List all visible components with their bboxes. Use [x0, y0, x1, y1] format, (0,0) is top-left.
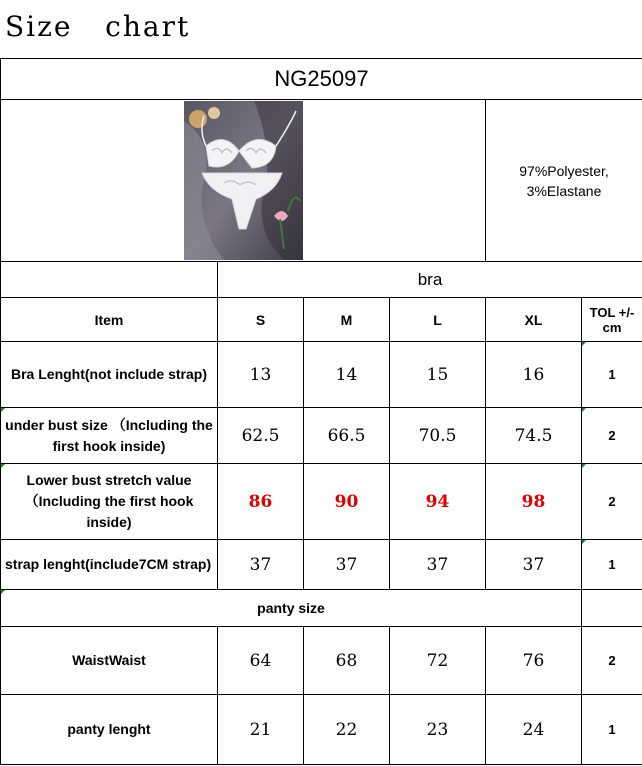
value-cell: 23: [390, 695, 486, 765]
value-cell: 37: [218, 540, 304, 590]
value-cell-emphasis: 90: [304, 464, 390, 540]
empty-cell: [582, 590, 642, 627]
value-cell: 37: [304, 540, 390, 590]
lingerie-photo: [184, 101, 303, 260]
tolerance-cell: 2: [582, 408, 642, 464]
row-label-waist: WaistWaist: [1, 627, 218, 695]
row-label-panty-length: panty lenght: [1, 695, 218, 765]
value-cell: 16: [486, 342, 582, 408]
value-cell: 72: [390, 627, 486, 695]
size-header-s: S: [218, 298, 304, 342]
tolerance-cell: 1: [582, 540, 642, 590]
value-cell: 14: [304, 342, 390, 408]
value-cell: 15: [390, 342, 486, 408]
value-cell: 37: [486, 540, 582, 590]
value-cell: 62.5: [218, 408, 304, 464]
value-cell: 37: [390, 540, 486, 590]
tolerance-cell: 1: [582, 342, 642, 408]
value-cell: 13: [218, 342, 304, 408]
item-column-header: Item: [1, 298, 218, 342]
row-label-under-bust: under bust size （Including the first hook inside): [1, 408, 218, 464]
value-cell: 76: [486, 627, 582, 695]
tolerance-cell: 1: [582, 695, 642, 765]
size-chart-table: [0, 58, 642, 765]
material-line: 97%Polyester,: [519, 162, 609, 179]
model-number: NG25097: [1, 59, 642, 100]
value-cell: 64: [218, 627, 304, 695]
page-title: Size chart: [5, 10, 191, 43]
value-cell: 70.5: [390, 408, 486, 464]
size-header-xl: XL: [486, 298, 582, 342]
panty-section-header: panty size: [1, 590, 582, 627]
value-cell: 22: [304, 695, 390, 765]
tolerance-cell: 2: [582, 627, 642, 695]
value-cell: 24: [486, 695, 582, 765]
value-cell: 74.5: [486, 408, 582, 464]
value-cell: 21: [218, 695, 304, 765]
row-label-bra-length: Bra Lenght(not include strap): [1, 342, 218, 408]
material-composition: [486, 100, 642, 262]
bra-section-header: bra: [218, 262, 642, 298]
material-line: 3%Elastane: [526, 182, 602, 199]
size-header-l: L: [390, 298, 486, 342]
product-photo-cell: [1, 100, 486, 262]
row-label-lower-bust-stretch: Lower bust stretch value （Including the first hook inside): [1, 464, 218, 540]
tolerance-header: TOL +/-cm: [582, 298, 642, 342]
value-cell-emphasis: 98: [486, 464, 582, 540]
value-cell: 66.5: [304, 408, 390, 464]
value-cell-emphasis: 86: [218, 464, 304, 540]
empty-cell: [1, 262, 218, 298]
size-header-m: M: [304, 298, 390, 342]
tolerance-cell: 2: [582, 464, 642, 540]
value-cell: 68: [304, 627, 390, 695]
value-cell-emphasis: 94: [390, 464, 486, 540]
row-label-strap-length: strap lenght(include7CM strap): [1, 540, 218, 590]
